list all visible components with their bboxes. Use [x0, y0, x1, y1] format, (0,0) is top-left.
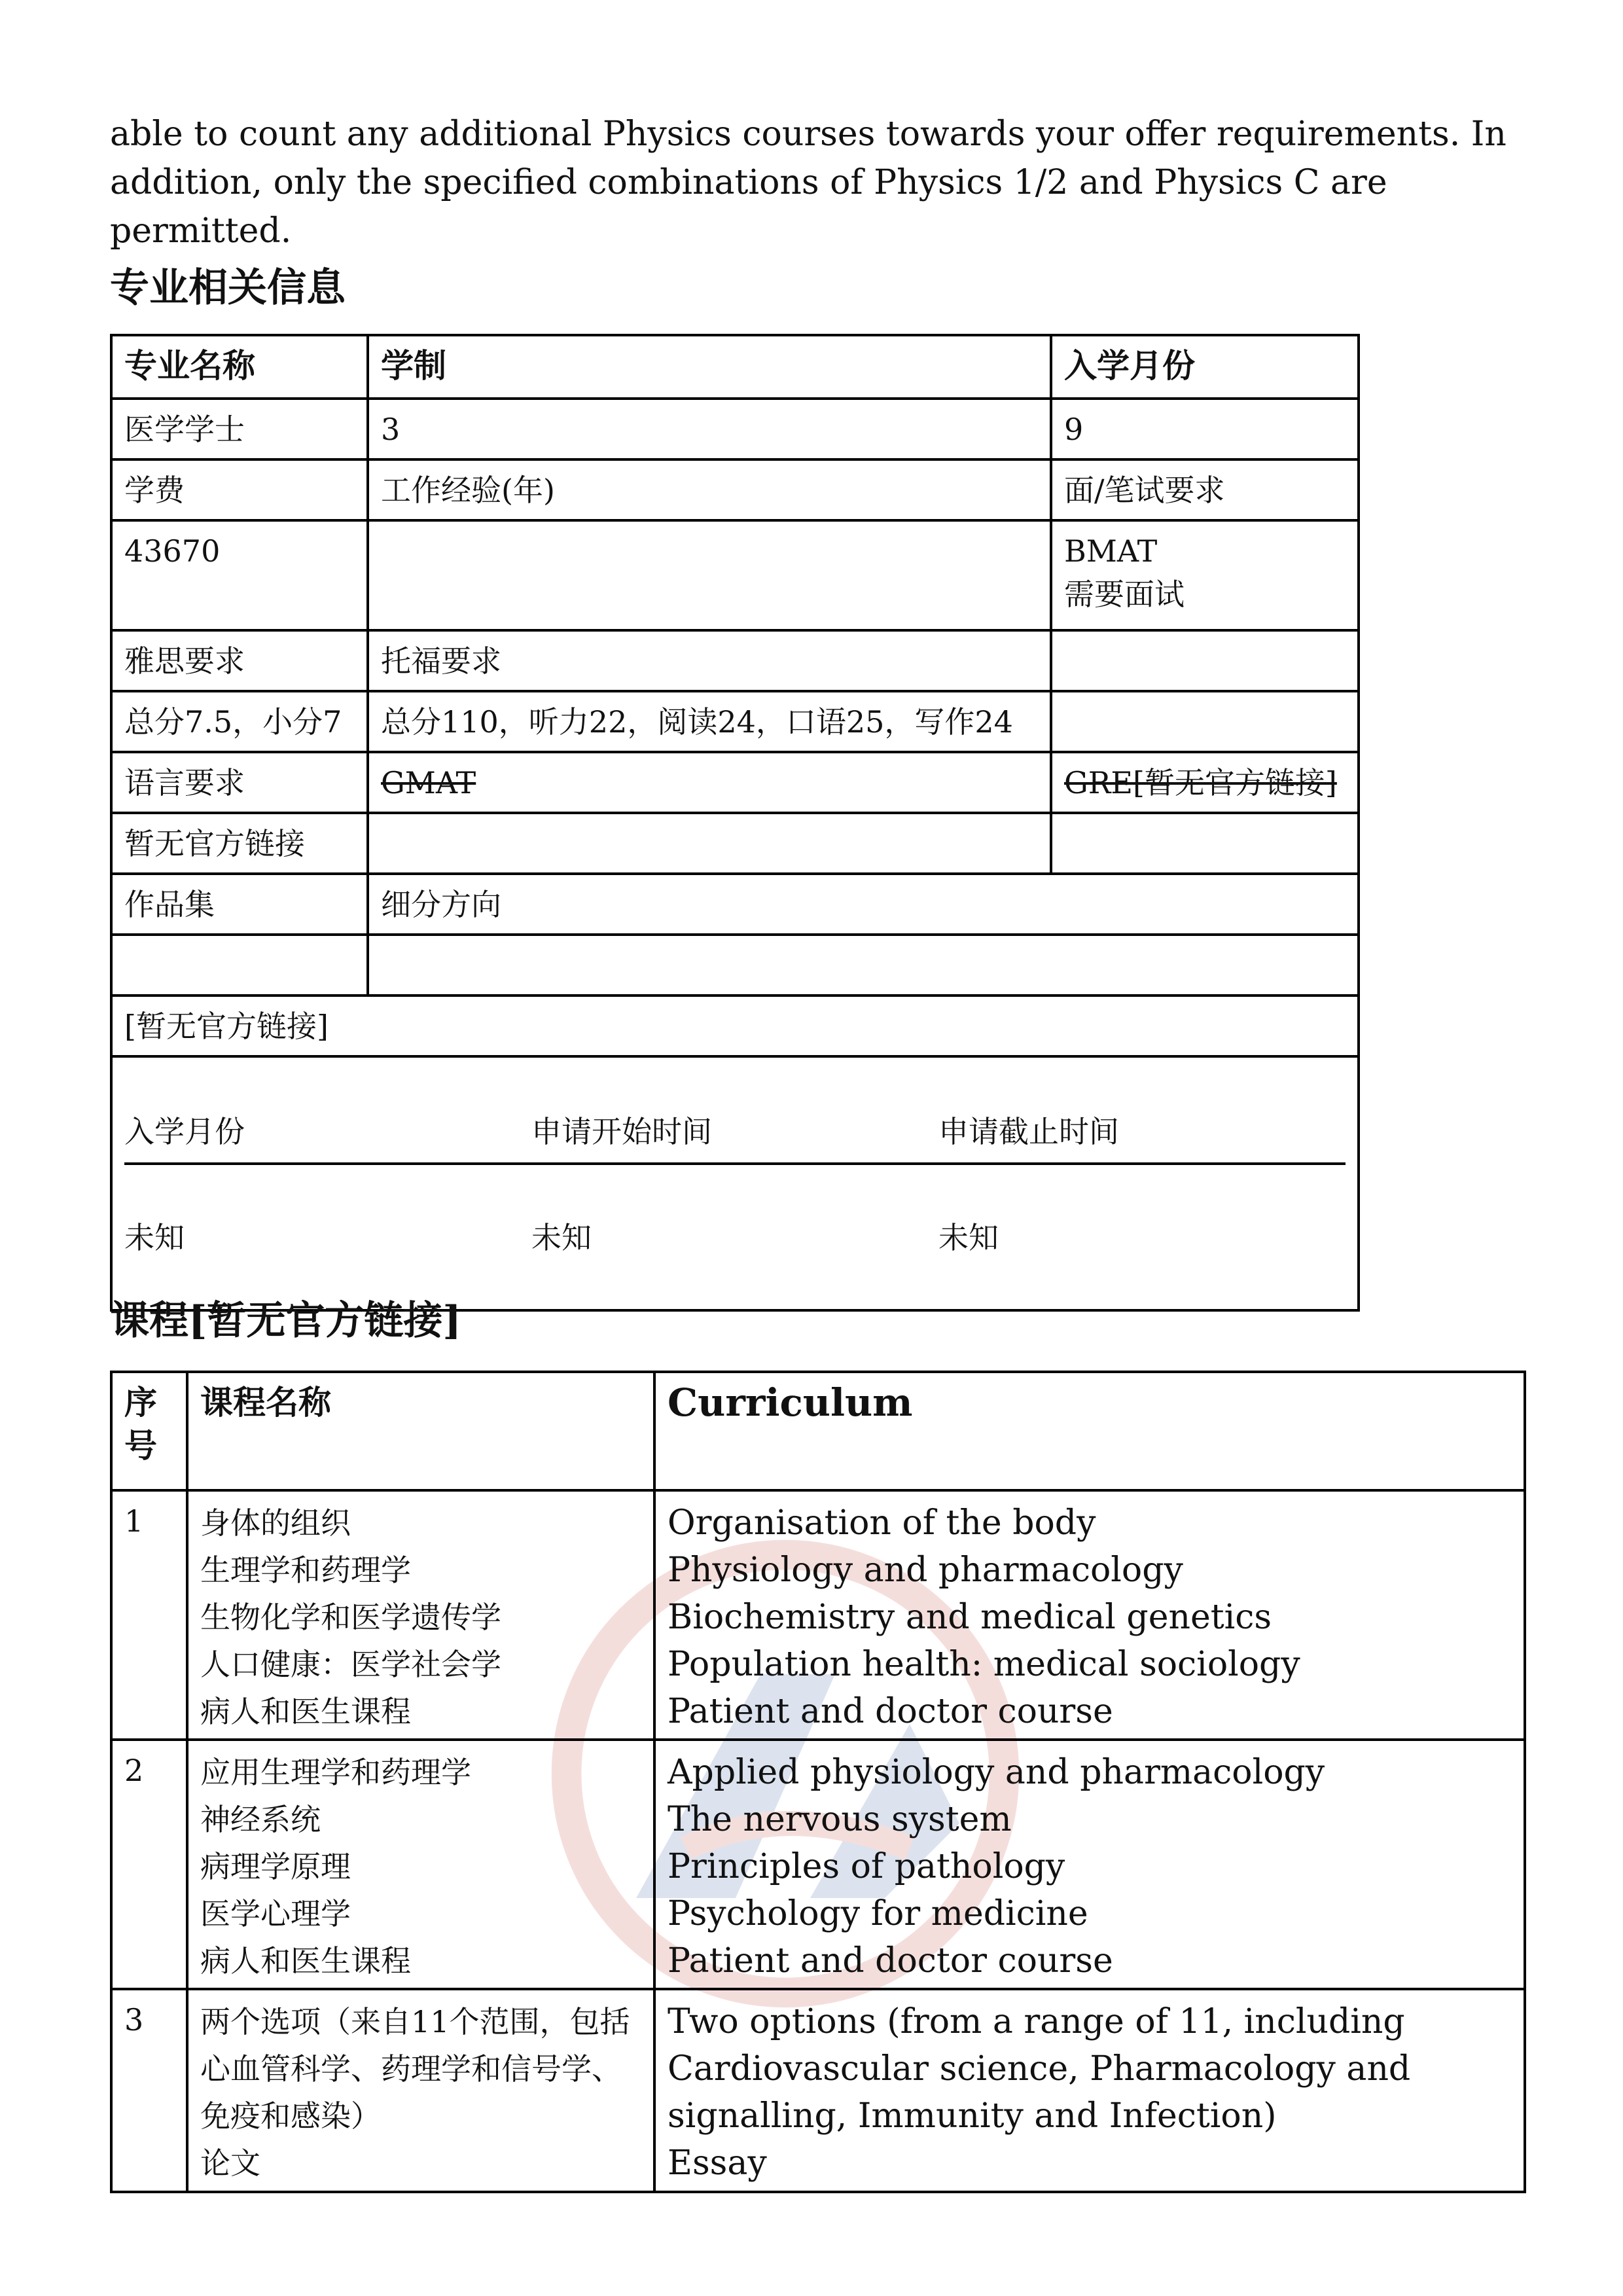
section-title-curriculum: 课程[暂无官方链接] — [110, 1298, 461, 1344]
table-cell — [1050, 692, 1357, 751]
table-cell: 43670 — [124, 533, 221, 569]
table-row — [113, 1373, 1524, 1489]
table-cell — [366, 814, 1050, 872]
table-header-cell: 序 号 — [124, 1383, 157, 1465]
dates-header-cell: 申请开始时间 — [531, 1114, 712, 1149]
table-cell: 3 — [366, 400, 1050, 458]
table-cell: 应用生理学和药理学 神经系统 病理学原理 医学心理学 病人和医生课程 — [186, 1741, 653, 1988]
table-row — [113, 519, 1357, 629]
table-cell: 两个选项（来自11个范围，包括心血管科学、药理学和信号学、免疫和感染） 论文 — [186, 1990, 653, 2191]
table-cell: 面/笔试要求 — [1050, 461, 1357, 519]
table-cell — [1050, 632, 1357, 690]
section-title-program-info: 专业相关信息 — [110, 265, 346, 311]
dates-value-cell: 未知 — [124, 1220, 185, 1255]
table-row — [113, 397, 1357, 458]
dates-values — [124, 1208, 1346, 1259]
table-header-cell: Curriculum — [653, 1373, 1524, 1489]
dates-header-cell: 入学月份 — [124, 1114, 245, 1149]
program-info-table — [110, 334, 1360, 1312]
table-cell: 语言要求 — [124, 765, 245, 800]
table-cell — [1050, 814, 1357, 872]
dates-row — [113, 1055, 1357, 1309]
table-cell — [366, 936, 1357, 994]
table-cell — [113, 936, 366, 994]
table-cell: [暂无官方链接] — [124, 1009, 329, 1044]
table-row — [113, 812, 1357, 872]
table-row — [113, 690, 1357, 751]
table-row — [113, 336, 1357, 397]
table-cell: 2 — [124, 1753, 144, 1788]
table-cell: 托福要求 — [366, 632, 1050, 690]
table-cell: GRE[暂无官方链接] — [1050, 753, 1357, 812]
table-header-cell: 入学月份 — [1050, 336, 1357, 397]
table-row — [113, 1489, 1524, 1738]
table-header-cell: 专业名称 — [124, 346, 255, 385]
dates-header — [124, 1110, 1346, 1165]
table-row — [113, 1738, 1524, 1988]
table-cell: 工作经验(年) — [366, 461, 1050, 519]
table-row — [113, 629, 1357, 690]
table-cell: Organisation of the body Physiology and pharmacology Biochemistry and medical genetics Population health: medical sociology Patient and doctor course — [653, 1492, 1524, 1738]
curriculum-table — [110, 1371, 1526, 2193]
table-row — [113, 1988, 1524, 2191]
table-cell: 雅思要求 — [124, 643, 245, 679]
dates-value-cell: 未知 — [531, 1220, 592, 1255]
table-row — [113, 751, 1357, 812]
table-cell: 医学学士 — [124, 412, 245, 447]
table-cell: Applied physiology and pharmacology The nervous system Principles of pathology Psychology for medicine Patient and doctor course — [653, 1741, 1524, 1988]
table-cell — [366, 522, 1050, 629]
table-row — [113, 458, 1357, 519]
table-cell: 暂无官方链接 — [124, 826, 305, 861]
dates-value-cell: 未知 — [938, 1220, 999, 1255]
table-cell: 身体的组织 生理学和药理学 生物化学和医学遗传学 人口健康：医学社会学 病人和医生课程 — [186, 1492, 653, 1738]
table-cell: 学费 — [124, 473, 185, 508]
table-cell: GMAT — [366, 753, 1050, 812]
table-row — [113, 994, 1357, 1055]
table-header-cell: 学制 — [366, 336, 1050, 397]
table-row — [113, 933, 1357, 994]
table-cell: 1 — [124, 1503, 144, 1539]
table-cell: 3 — [124, 2002, 144, 2037]
table-cell: 作品集 — [124, 887, 215, 922]
table-cell: 总分110，听力22，阅读24，口语25，写作24 — [366, 692, 1050, 751]
table-cell: 9 — [1050, 400, 1357, 458]
table-cell: BMAT 需要面试 — [1050, 522, 1357, 629]
table-header-cell: 课程名称 — [186, 1373, 653, 1489]
table-cell: 细分方向 — [366, 875, 1357, 933]
table-cell: Two options (from a range of 11, including Cardiovascular science, Pharmacology and signalling, Immunity and Infection) Essay — [653, 1990, 1524, 2191]
dates-subtable — [113, 1058, 1357, 1309]
table-row — [113, 872, 1357, 933]
dates-header-cell: 申请截止时间 — [938, 1114, 1119, 1149]
table-cell: 总分7.5，小分7 — [124, 704, 342, 740]
intro-paragraph: able to count any additional Physics courses towards your offer requirements. In addition, only the specified combinations of Physics 1/2 and Physics C are permitted. — [110, 115, 1507, 251]
